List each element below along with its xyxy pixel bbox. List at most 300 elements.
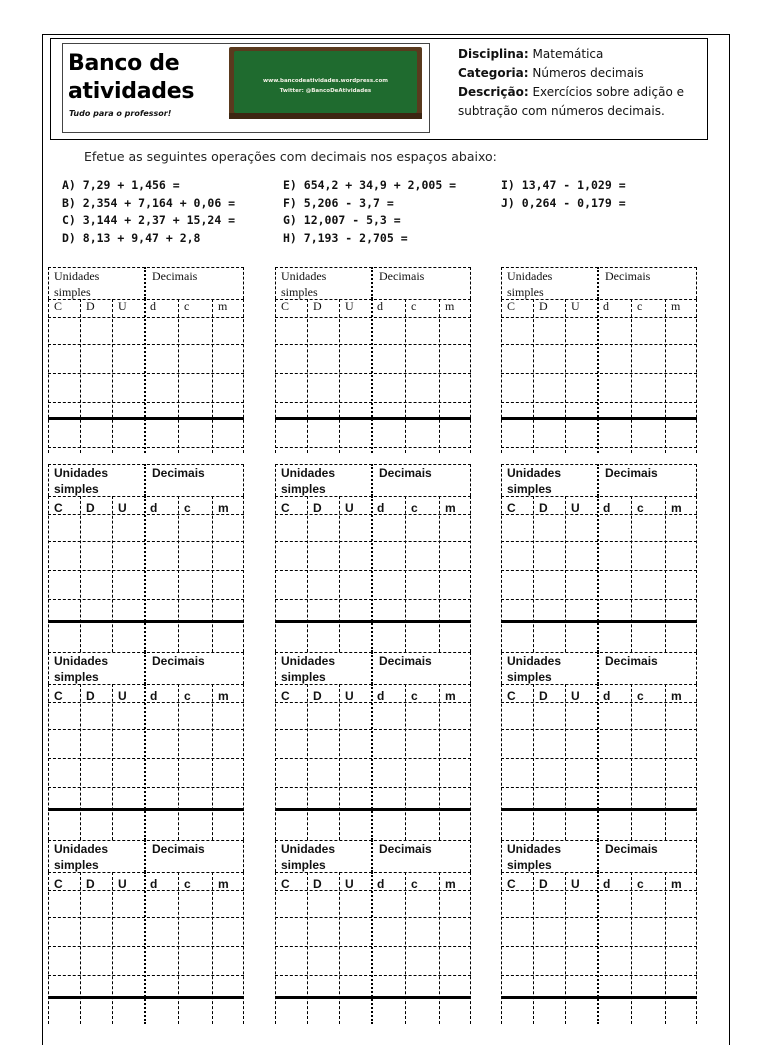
exercise-g: G) 12,007 - 5,3 = xyxy=(283,213,401,227)
grid-label-unidades-simples xyxy=(54,841,108,873)
grid-column-line xyxy=(439,684,440,840)
grid-column-line xyxy=(631,496,632,652)
grid-column-label: C xyxy=(507,877,516,891)
grid-column-line xyxy=(178,684,179,840)
grid-column-line xyxy=(178,872,179,1024)
grid-label-unidades: Unidades xyxy=(507,654,562,668)
grid-row-line xyxy=(501,599,697,600)
grid-label-decimais: Decimais xyxy=(605,654,658,668)
grid-row-line xyxy=(48,299,244,300)
grid-body xyxy=(48,496,244,652)
grid-row-line xyxy=(275,975,471,976)
grid-body xyxy=(501,872,697,1024)
grid-row-line xyxy=(48,373,244,374)
grid-row-line xyxy=(501,541,697,542)
logo-title xyxy=(68,50,194,106)
logo-title-line2: atividades xyxy=(68,79,195,104)
grid-column-label: D xyxy=(539,299,548,313)
grid-header-divider xyxy=(597,267,599,299)
grid-label-unidades-simples xyxy=(54,465,108,497)
place-value-grid xyxy=(275,652,471,840)
grid-row-line xyxy=(275,373,471,374)
grid-column-label: m xyxy=(218,299,228,313)
grid-column-label: C xyxy=(54,299,63,313)
grid-column-line xyxy=(178,496,179,652)
grid-row-line xyxy=(501,570,697,571)
header-info xyxy=(458,45,703,121)
grid-label-unidades: Unidades xyxy=(54,842,109,856)
grid-column-label: C xyxy=(281,299,290,313)
grid-column-label: d xyxy=(377,501,385,515)
grid-body xyxy=(48,299,244,453)
grid-column-line xyxy=(565,496,566,652)
grid-column-label: C xyxy=(281,877,290,891)
grid-column-label: C xyxy=(54,689,63,703)
grid-label-decimais: Decimais xyxy=(605,269,651,283)
grid-row-line xyxy=(275,729,471,730)
grid-column-label: c xyxy=(411,501,418,515)
place-value-grid xyxy=(501,840,697,1024)
grid-label-unidades: Unidades xyxy=(54,654,109,668)
logo-title-line1: Banco de xyxy=(68,51,180,76)
grid-column-label: d xyxy=(150,501,158,515)
place-value-grid xyxy=(275,267,471,453)
grid-column-label: U xyxy=(345,501,354,515)
grid-column-label: D xyxy=(539,689,548,703)
grid-row-line xyxy=(48,758,244,759)
grid-row-line xyxy=(275,702,471,703)
grid-column-line xyxy=(371,496,373,652)
grid-row-line xyxy=(275,447,471,448)
grid-result-line xyxy=(275,808,471,811)
grid-label-decimais: Decimais xyxy=(379,842,432,856)
grid-column-line xyxy=(307,299,308,453)
grid-column-label: D xyxy=(86,501,95,515)
grid-column-label: m xyxy=(445,689,456,703)
grid-row-line xyxy=(48,946,244,947)
grid-column-line xyxy=(307,684,308,840)
grid-row-line xyxy=(501,787,697,788)
grid-row-line xyxy=(275,514,471,515)
grid-header-divider xyxy=(597,840,599,872)
grid-label-unidades: Unidades xyxy=(507,269,553,283)
place-value-grid xyxy=(48,464,244,652)
grid-header-divider xyxy=(371,267,373,299)
grid-column-label: c xyxy=(411,877,418,891)
grid-column-label: m xyxy=(218,877,229,891)
grid-column-label: c xyxy=(637,501,644,515)
logo-tagline: Tudo para o professor! xyxy=(69,109,172,118)
grid-label-unidades-simples xyxy=(54,653,108,685)
chalk-tray xyxy=(229,113,422,119)
grid-label-unidades-simples xyxy=(507,841,561,873)
grid-result-line xyxy=(48,417,244,420)
grid-label-simples: simples xyxy=(54,670,99,684)
grid-column-line xyxy=(533,496,534,652)
grid-column-label: c xyxy=(637,299,643,313)
grid-column-label: U xyxy=(571,689,580,703)
grid-column-label: D xyxy=(313,501,322,515)
place-value-grid xyxy=(275,840,471,1024)
place-value-grid xyxy=(501,267,697,453)
grid-header-divider xyxy=(597,652,599,684)
grid-row-line xyxy=(501,758,697,759)
grid-column-line xyxy=(533,684,534,840)
grid-column-line xyxy=(631,299,632,453)
grid-label-decimais: Decimais xyxy=(379,466,432,480)
grid-header-divider xyxy=(144,840,146,872)
place-value-grid xyxy=(501,652,697,840)
grid-row-line xyxy=(501,975,697,976)
grid-column-line xyxy=(212,299,213,453)
grid-column-label: D xyxy=(313,877,322,891)
exercise-b: B) 2,354 + 7,164 + 0,06 = xyxy=(62,195,236,210)
grid-column-line xyxy=(112,872,113,1024)
grid-row-line xyxy=(275,890,471,891)
chalkboard-surface xyxy=(234,51,417,113)
exercise-a: A) 7,29 + 1,456 = xyxy=(62,178,180,192)
grid-label-simples: simples xyxy=(507,482,552,496)
exercise-j: J) 0,264 - 0,179 = xyxy=(501,195,626,210)
grid-row-line xyxy=(501,917,697,918)
grid-column-label: C xyxy=(507,299,516,313)
grid-column-line xyxy=(631,872,632,1024)
grid-row-line xyxy=(48,599,244,600)
grid-row-line xyxy=(501,702,697,703)
grid-body xyxy=(275,872,471,1024)
chalkboard-url: www.bancodeatividades.wordpress.com xyxy=(263,78,388,84)
grid-column-label: D xyxy=(86,877,95,891)
grid-result-line xyxy=(501,996,697,999)
grid-column-line xyxy=(144,299,146,453)
grid-column-label: D xyxy=(313,299,322,313)
grid-label-decimais: Decimais xyxy=(152,654,205,668)
grid-column-line xyxy=(80,872,81,1024)
grid-row-line xyxy=(501,514,697,515)
grid-label-simples: simples xyxy=(54,482,99,496)
grid-row-line xyxy=(275,496,471,497)
grid-column-label: U xyxy=(118,299,127,313)
grid-column-label: c xyxy=(411,689,418,703)
grid-column-label: d xyxy=(377,877,385,891)
grid-label-simples: simples xyxy=(507,670,552,684)
grid-result-line xyxy=(501,620,697,623)
grid-column-line xyxy=(80,496,81,652)
grid-row-line xyxy=(48,729,244,730)
grid-column-label: C xyxy=(54,501,63,515)
grid-column-line xyxy=(533,872,534,1024)
grid-column-label: U xyxy=(571,299,580,313)
grid-row-line xyxy=(501,402,697,403)
grid-column-line xyxy=(212,684,213,840)
grid-label-decimais: Decimais xyxy=(605,842,658,856)
grid-column-label: c xyxy=(411,299,417,313)
grid-label-unidades-simples xyxy=(281,653,335,685)
grid-column-line xyxy=(80,684,81,840)
grid-column-label: D xyxy=(539,501,548,515)
grid-label-decimais: Decimais xyxy=(379,654,432,668)
grid-row-line xyxy=(501,872,697,873)
grid-label-unidades: Unidades xyxy=(507,466,562,480)
grid-column-line xyxy=(597,684,599,840)
grid-column-line xyxy=(597,872,599,1024)
grid-label-unidades-simples xyxy=(281,465,335,497)
grid-body xyxy=(275,496,471,652)
grid-header-divider xyxy=(144,652,146,684)
grid-column-label: C xyxy=(281,501,290,515)
instruction-text: Efetue as seguintes operações com decimais nos espaços abaixo: xyxy=(84,149,497,164)
category-label: Categoria: xyxy=(458,66,529,80)
grid-column-label: m xyxy=(671,299,681,313)
grid-label-simples: simples xyxy=(281,482,326,496)
grid-column-line xyxy=(665,496,666,652)
grid-column-line xyxy=(565,684,566,840)
grid-column-line xyxy=(371,299,373,453)
grid-row-line xyxy=(48,402,244,403)
grid-column-line xyxy=(307,496,308,652)
grid-column-line xyxy=(339,872,340,1024)
grid-row-line xyxy=(48,570,244,571)
grid-row-line xyxy=(48,447,244,448)
grid-row-line xyxy=(501,684,697,685)
grid-row-line xyxy=(501,946,697,947)
grid-row-line xyxy=(48,496,244,497)
grid-column-line xyxy=(144,872,146,1024)
grid-column-line xyxy=(565,299,566,453)
grid-column-label: D xyxy=(313,689,322,703)
grid-label-decimais: Decimais xyxy=(152,842,205,856)
exercise-f: F) 5,206 - 3,7 = xyxy=(283,195,394,210)
grid-column-line xyxy=(631,684,632,840)
grid-label-unidades: Unidades xyxy=(281,842,336,856)
exercise-column-1 xyxy=(62,177,235,247)
exercise-e: E) 654,2 + 34,9 + 2,005 = xyxy=(283,178,457,192)
grid-row-line xyxy=(275,541,471,542)
grid-column-label: c xyxy=(637,689,644,703)
place-value-grid xyxy=(48,840,244,1024)
grid-column-label: c xyxy=(184,501,191,515)
grid-row-line xyxy=(275,917,471,918)
grid-label-unidades: Unidades xyxy=(54,466,109,480)
grid-label-unidades-simples xyxy=(507,465,561,497)
grid-column-label: c xyxy=(637,877,644,891)
description-label: Descrição: xyxy=(458,85,529,99)
grid-column-line xyxy=(212,872,213,1024)
grid-column-label: D xyxy=(86,689,95,703)
grid-column-line xyxy=(439,872,440,1024)
grid-column-label: U xyxy=(571,877,580,891)
grid-row-line xyxy=(275,402,471,403)
grid-column-line xyxy=(339,299,340,453)
grid-label-decimais: Decimais xyxy=(605,466,658,480)
grid-row-line xyxy=(275,946,471,947)
grid-result-line xyxy=(501,808,697,811)
grid-column-line xyxy=(439,496,440,652)
grid-result-line xyxy=(275,417,471,420)
grid-row-line xyxy=(501,496,697,497)
place-value-grid xyxy=(48,267,244,453)
grid-row-line xyxy=(48,684,244,685)
grid-label-decimais: Decimais xyxy=(152,269,198,283)
grid-column-label: U xyxy=(345,299,354,313)
grid-column-line xyxy=(144,496,146,652)
grid-column-line xyxy=(665,872,666,1024)
grid-row-line xyxy=(48,872,244,873)
description-value: Exercícios sobre adição e subtração com números decimais. xyxy=(458,85,684,118)
grid-label-decimais: Decimais xyxy=(379,269,425,283)
grid-label-unidades: Unidades xyxy=(281,269,327,283)
grid-label-unidades-simples xyxy=(281,841,335,873)
grid-column-label: m xyxy=(445,501,456,515)
grid-column-line xyxy=(307,872,308,1024)
grid-column-label: c xyxy=(184,299,190,313)
place-value-grid xyxy=(275,464,471,652)
grid-header-divider xyxy=(371,464,373,496)
grid-row-line xyxy=(48,787,244,788)
grid-column-label: C xyxy=(281,689,290,703)
grid-row-line xyxy=(48,514,244,515)
grid-column-label: U xyxy=(345,689,354,703)
grid-body xyxy=(48,872,244,1024)
grid-column-label: C xyxy=(507,689,516,703)
grid-row-line xyxy=(48,890,244,891)
grid-label-unidades-simples xyxy=(507,653,561,685)
grid-column-label: d xyxy=(603,689,611,703)
exercise-i: I) 13,47 - 1,029 = xyxy=(501,178,626,192)
grid-column-label: m xyxy=(445,877,456,891)
grid-column-label: d xyxy=(603,501,611,515)
grid-label-simples: simples xyxy=(281,670,326,684)
grid-row-line xyxy=(501,317,697,318)
grid-column-label: d xyxy=(603,877,611,891)
grid-label-simples: simples xyxy=(281,858,326,872)
grid-column-label: D xyxy=(86,299,95,313)
category-value: Números decimais xyxy=(532,66,644,80)
grid-column-label: m xyxy=(218,501,229,515)
grid-header-divider xyxy=(597,464,599,496)
grid-row-line xyxy=(48,317,244,318)
grid-body xyxy=(501,684,697,840)
discipline-label: Disciplina: xyxy=(458,47,529,61)
grid-column-label: U xyxy=(571,501,580,515)
grid-column-line xyxy=(371,872,373,1024)
grid-row-line xyxy=(275,299,471,300)
grid-column-label: C xyxy=(54,877,63,891)
discipline-value: Matemática xyxy=(532,47,604,61)
grid-column-label: C xyxy=(507,501,516,515)
grid-result-line xyxy=(48,620,244,623)
grid-row-line xyxy=(48,541,244,542)
grid-column-line xyxy=(80,299,81,453)
exercise-h: H) 7,193 - 2,705 = xyxy=(283,230,408,245)
grid-row-line xyxy=(48,917,244,918)
grid-body xyxy=(275,299,471,453)
exercise-d: D) 8,13 + 9,47 + 2,8 xyxy=(62,230,201,245)
grid-column-line xyxy=(665,299,666,453)
grid-column-label: d xyxy=(150,877,158,891)
grid-row-line xyxy=(501,373,697,374)
grid-result-line xyxy=(275,620,471,623)
grid-row-line xyxy=(275,317,471,318)
grid-label-unidades-simples xyxy=(281,268,326,300)
grid-label-simples: simples xyxy=(281,285,318,299)
grid-result-line xyxy=(501,417,697,420)
grid-column-label: c xyxy=(184,877,191,891)
grid-column-line xyxy=(212,496,213,652)
grid-column-label: U xyxy=(118,877,127,891)
grid-result-line xyxy=(275,996,471,999)
grid-label-simples: simples xyxy=(54,285,91,299)
grid-body xyxy=(501,496,697,652)
grid-header-divider xyxy=(144,464,146,496)
grid-column-line xyxy=(112,684,113,840)
grid-column-line xyxy=(533,299,534,453)
grid-column-line xyxy=(112,299,113,453)
grid-label-unidades-simples xyxy=(54,268,99,300)
grid-column-line xyxy=(405,496,406,652)
grid-row-line xyxy=(501,344,697,345)
grid-row-line xyxy=(501,890,697,891)
grid-body xyxy=(501,299,697,453)
grid-column-label: d xyxy=(377,689,385,703)
grid-column-line xyxy=(371,684,373,840)
grid-column-line xyxy=(597,496,599,652)
grid-row-line xyxy=(275,758,471,759)
grid-header-divider xyxy=(371,652,373,684)
grid-column-line xyxy=(665,684,666,840)
grid-row-line xyxy=(501,299,697,300)
grid-label-unidades-simples xyxy=(507,268,552,300)
grid-row-line xyxy=(501,447,697,448)
grid-label-simples: simples xyxy=(54,858,99,872)
grid-column-label: d xyxy=(150,689,158,703)
grid-label-unidades: Unidades xyxy=(507,842,562,856)
grid-label-unidades: Unidades xyxy=(281,654,336,668)
grid-column-label: m xyxy=(671,689,682,703)
exercise-column-3 xyxy=(501,177,626,212)
grid-row-line xyxy=(275,787,471,788)
chalkboard-twitter: Twitter: @BancoDeAtividades xyxy=(279,88,372,94)
grid-column-label: m xyxy=(445,299,455,313)
grid-header-divider xyxy=(144,267,146,299)
grid-row-line xyxy=(275,599,471,600)
grid-column-line xyxy=(405,299,406,453)
grid-column-label: c xyxy=(184,689,191,703)
grid-column-line xyxy=(339,496,340,652)
grid-row-line xyxy=(48,702,244,703)
exercise-column-2 xyxy=(283,177,456,247)
grid-label-simples: simples xyxy=(507,285,544,299)
grid-column-line xyxy=(405,684,406,840)
grid-row-line xyxy=(48,975,244,976)
grid-result-line xyxy=(48,996,244,999)
grid-header-divider xyxy=(371,840,373,872)
grid-body xyxy=(48,684,244,840)
place-value-grid xyxy=(48,652,244,840)
grid-column-line xyxy=(144,684,146,840)
grid-column-line xyxy=(339,684,340,840)
grid-column-label: D xyxy=(539,877,548,891)
grid-column-label: U xyxy=(118,501,127,515)
grid-row-line xyxy=(501,729,697,730)
grid-column-label: m xyxy=(671,877,682,891)
grid-column-label: U xyxy=(118,689,127,703)
grid-label-unidades: Unidades xyxy=(281,466,336,480)
grid-column-line xyxy=(597,299,599,453)
grid-column-line xyxy=(439,299,440,453)
grid-label-unidades: Unidades xyxy=(54,269,100,283)
grid-label-simples: simples xyxy=(507,858,552,872)
